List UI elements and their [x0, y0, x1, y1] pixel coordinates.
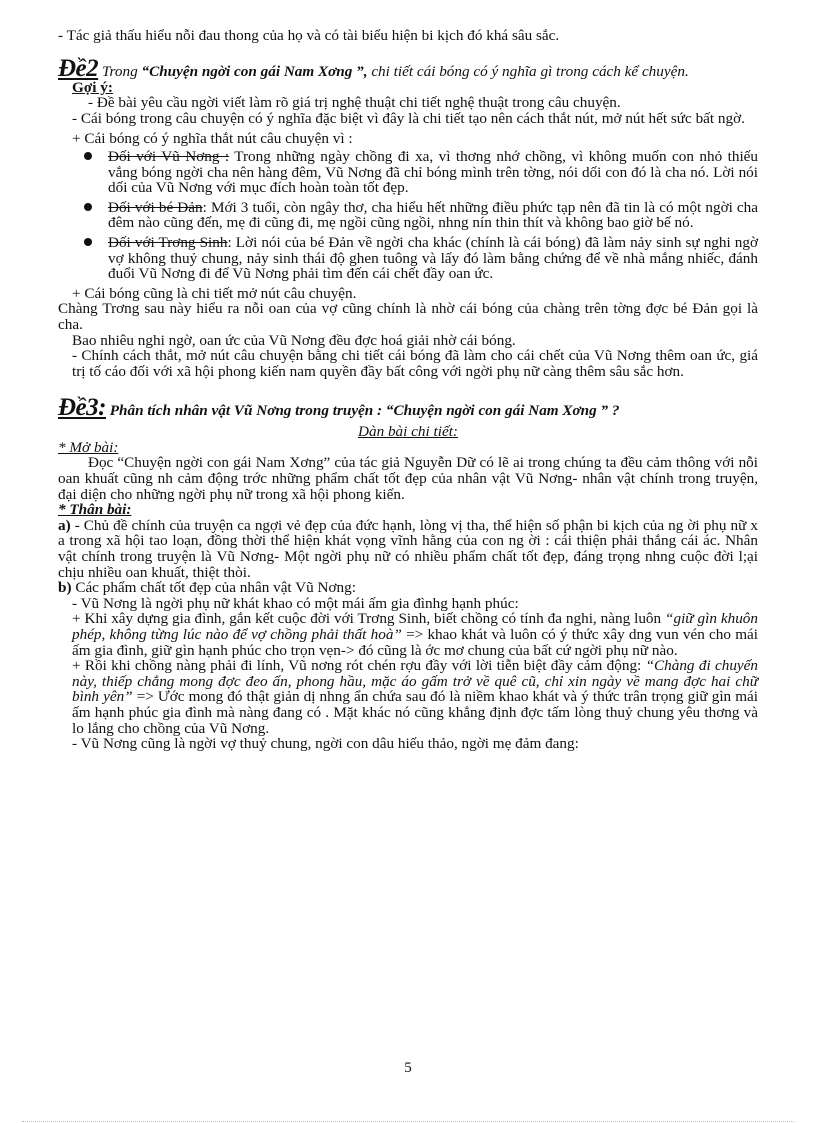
bullet-icon: [84, 203, 92, 211]
b-line-4: - Vũ Nơng cũng là ngời vợ thuỷ chung, ngời con dâu hiếu thảo, ngời mẹ đảm đang:: [72, 735, 579, 753]
de3-question: Đề3: Phân tích nhân vật Vũ Nơng trong truyện : “Chuyện ngời con gái Nam Xơng ” ?: [58, 394, 620, 422]
bullet-item: Đối với Trơng Sinh: Lời nói của bé Đản về ngời cha khác (chính là cái bóng) đã làm nảy sinh sự nghi ngờ vợ không thuỷ chung, nảy sinh thái độ ghen tuông và lấy đó làm bằng chứng để về nhà mắng nhiếc, đánh đuổi Vũ Nơng đi để Vũ Nơng phải tìm đến cái chết đầy oan ức.: [108, 235, 758, 282]
de2-label: Đề2: [58, 54, 99, 82]
intro-line: - Tác giả thấu hiểu nỗi đau thong của họ và có tài biểu hiện bi kịch đó khá sâu sắc.: [58, 27, 560, 44]
bullet-icon: [84, 238, 92, 246]
bullet-icon: [84, 152, 92, 160]
bullet-item: Đối với Vũ Nơng : Trong những ngày chồng đi xa, vì thơng nhớ chồng, vì không muốn con nhỏ thiếu vắng bóng ngời cha nên hàng đêm, Vũ Nơng đã chỉ bóng mình trên tờng, nói dối con đó là cha nó. Lời nói dối của Vũ Nơng với mục đích hoàn toàn tốt đẹp.: [108, 149, 758, 196]
mo-bai-text: Đọc “Chuyện ngời con gái Nam Xơng” của tác giả Nguyễn Dữ có lẽ ai trong chúng ta đều cảm thông với nỗi oan khuất cũng nh cảm động trớc những phẩm chất tốt đẹp của nhân vật Vũ Nơng- nhân vật chính trong truyện, đại diện cho những ngời phụ nữ trong xã hội phong kiến.: [58, 454, 758, 503]
page-number: 5: [404, 1060, 412, 1076]
than-bai-heading: * Thân bài:: [58, 501, 132, 519]
bullet-item: Đối với bé Đản: Mới 3 tuổi, còn ngây thơ, cha hiểu hết những điều phức tạp nên đã tin là có một ngời cha đêm nào cũng đến, mẹ đi cũng đi, mẹ ngồi cũng ngồi, nhng nín thin thít và không bao giờ bế nó.: [108, 200, 758, 231]
page-border: [22, 1121, 794, 1122]
b-line-2: + Khi xây dựng gia đình, gắn kết cuộc đời với Trơng Sinh, biết chồng có tính đa nghi, nàng luôn “giữ gìn khuôn phép, không từng lúc nào để vợ chồng phải thất hoà” => khao khát và luôn có ý thức xây dng vun vén cho mái ấm gia đình, giữ gìn hạnh phúc cho trọn vẹn-> đó cũng là ớc mơ chung của bất cứ ngời phụ nữ nào.: [72, 610, 758, 659]
de2-bullet-list: [58, 149, 758, 282]
de2-paragraph-4: + Cái bóng cũng là chi tiết mở nút câu chuyện.: [72, 284, 357, 302]
de2-paragraph-3: + Cái bóng có ý nghĩa thắt nút câu chuyện vì :: [72, 130, 353, 148]
dan-bai-heading: Dàn bài chi tiết:: [358, 423, 458, 441]
b-line-3: + Rồi khi chồng nàng phải đi lính, Vũ nơng rót chén rợu đầy với lời tiễn biệt đầy cảm động: “Chàng đi chuyến này, thiếp chẳng mong đợc đeo ấn, phong hầu, mặc áo gấm trở về quê cũ, chỉ xin ngày về mang đợc hai chữ bình yên” => Ước mong đó thật giản dị nhng ẩn chứa sau đó là niềm khao khát và ý thức trân trọng giữ gìn mái ấm hạnh phúc gia đình mà nàng đang có . Mặt khác nó cũng khẳng định đợc tấm lòng thuỷ chung yêu thơng và lo lắng cho chồng của Vũ Nơng.: [72, 657, 759, 737]
de2-paragraph-5: Chàng Trơng sau này hiểu ra nỗi oan của vợ cũng chính là nhờ cái bóng của chàng trên tờng đợc bé Đản gọi là cha.: [58, 300, 758, 333]
de2-paragraph-2: - Cái bóng trong câu chuyện có ý nghĩa đặc biệt vì đây là chi tiết tạo nên cách thắt nút, mở nút hết sức bất ngờ.: [72, 109, 745, 127]
de2-paragraph-1: - Đề bài yêu cầu ngời viết làm rõ giá trị nghệ thuật chi tiết nghệ thuật trong câu chuyện.: [88, 94, 621, 112]
de3-label: Đề3:: [58, 394, 106, 422]
de2-question: Đề2 Trong “Chuyện ngời con gái Nam Xơng ”, chi tiết cái bóng có ý nghĩa gì trong cách kể chuyện.: [58, 54, 689, 82]
goi-y-heading: Gợi ý:: [72, 78, 113, 96]
b-line-1: - Vũ Nơng là ngời phụ nữ khát khao có một mái ấm gia đìnhg hạnh phúc:: [72, 594, 519, 612]
de2-paragraph-7: - Chính cách thắt, mở nút câu chuyện bằng chi tiết cái bóng đã làm cho cái chết của Vũ Nơng thêm oan ức, giá trị tố cáo đối với xã hội phong kiến nam quyền đầy bất công với ngời phụ nữ càng thêm sâu sắc hơn.: [72, 347, 758, 380]
section-a: a) - Chủ đề chính của truyện ca ngợi vẻ đẹp của đức hạnh, lòng vị tha, thể hiện số phận bi kịch của ng ời phụ nữ x a trong xã hội tao loạn, đồng thời thể hiện khát vọng vĩnh hằng của con ng ời : cái thiện phải thắng cái ác. Nhân vật chính trong truyện là Vũ Nơng- Một ngời phụ nữ có nhiều phẩm chất tốt đẹp, đáng trọng nhng cuộc đời l;ại chịu nhiều oan khuất, thiệt thòi.: [58, 516, 758, 581]
de2-paragraph-6: Bao nhiêu nghi ngờ, oan ức của Vũ Nơng đều đợc hoá giải nhờ cái bóng.: [72, 331, 516, 349]
document-page: [58, 28, 758, 752]
mo-bai-heading: * Mở bài:: [58, 438, 119, 456]
section-b: b) Các phẩm chất tốt đẹp của nhân vật Vũ Nơng:: [58, 579, 356, 597]
